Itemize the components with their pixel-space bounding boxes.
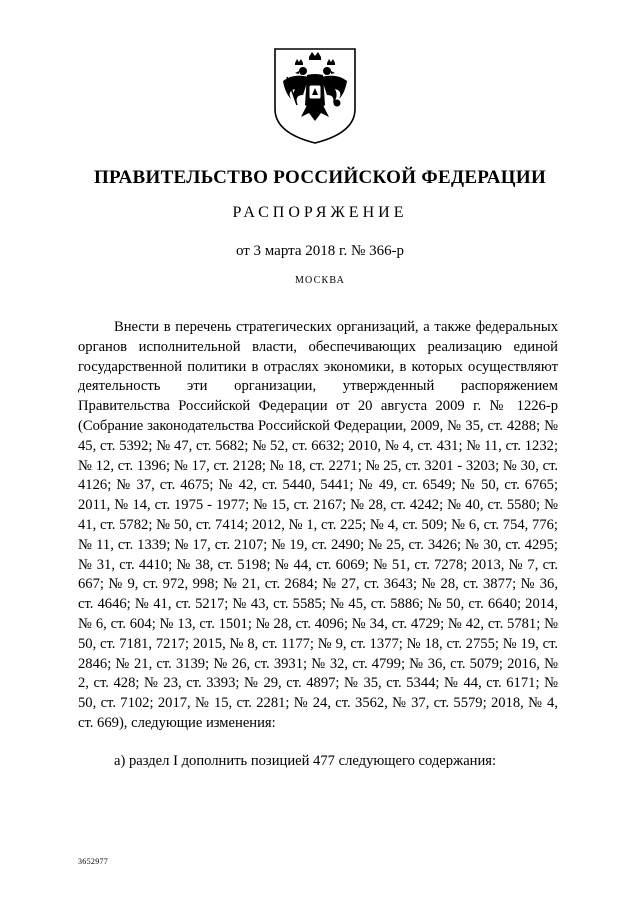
document-city: МОСКВА (294, 275, 346, 286)
russian-coat-of-arms-icon (273, 47, 357, 145)
document-type: РАСПОРЯЖЕНИЕ (232, 204, 408, 221)
main-paragraph: Внести в перечень стратегических организаций, а также федеральных органов исполнительной власти, обеспечивающих реализацию единой государственной политики в отраслях экономики, в которых осуществляют деятельность эти организации, утвержденный распоряжением Правительства Российской Федерации от 20 августа 2009 г. № 1226-р (Собрание законодательства Российской Федерации, 2009, № 35, ст. 4288; № 45, ст. 5392; № 47, ст. 5682; № 52, ст. 6632; 2010, № 4, ст. 431; № 11, ст. 1232; № 12, ст. 1396; № 17, ст. 2128; № 18, ст. 2271; № 25, ст. 3201 - 3203; № 30, ст. 4126; № 37, ст. 4675; № 42, ст. 5440, 5441; № 49, ст. 6549; № 50, ст. 6765; 2011, № 14, ст. 1975 - 1977; № 15, ст. 2167; № 28, ст. 4242; № 40, ст. 5580; № 41, ст. 5782; № 50, ст. 7414; 2012, № 1, ст. 225; № 4, ст. 509; № 6, ст. 754, 776; № 11, ст. 1339; № 17, ст. 2107; № 19, ст. 2490; № 25, ст. 3426; № 30, ст. 4295; № 31, ст. 4410; № 38, ст. 5198; № 44, ст. 6069; № 51, ст. 7278; 2013, № 7, ст. 667; № 9, ст. 972, 998; № 21, ст. 2684; № 27, ст. 3643; № 28, ст. 3877; № 36, ст. 4646; № 41, ст. 5217; № 43, ст. 5585; № 45, ст. 5886; № 50, ст. 6640; 2014, № 6, ст. 604; № 13, ст. 1501; № 28, ст. 4096; № 34, ст. 4729; № 42, ст. 5781; № 50, ст. 7181, 7217; 2015, № 8, ст. 1177; № 9, ст. 1377; № 18, ст. 2755; № 19, ст. 2846; № 21, ст. 3139; № 26, ст. 3931; № 32, ст. 4799; № 36, ст. 5079; 2016, № 2, ст. 428; № 23, ст. 3393; № 29, ст. 4897; № 35, ст. 5344; № 44, ст. 6171; № 50, ст. 7102; 2017, № 15, ст. 2281; № 24, ст. 3562, № 37, ст. 5579; 2018, № 4, ст. 669), следующие изменения: (78, 319, 558, 731)
item-a-paragraph: а) раздел I дополнить позицией 477 следующего содержания: (114, 753, 497, 769)
government-title: ПРАВИТЕЛЬСТВО РОССИЙСКОЙ ФЕДЕРАЦИИ (93, 167, 547, 188)
document-code: 3652977 (78, 857, 109, 866)
document-date-number: от 3 марта 2018 г. № 366-р (235, 243, 405, 259)
